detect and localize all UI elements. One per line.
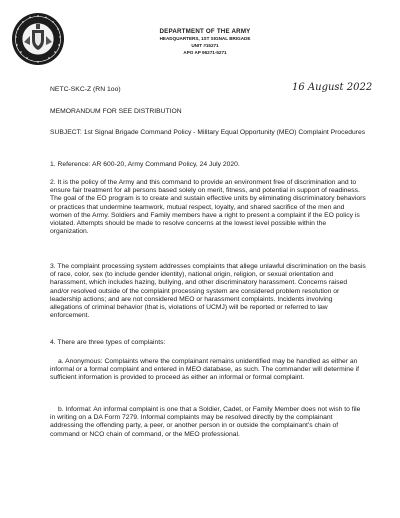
paragraph-3-complaint-system: 3. The complaint processing system addresses complaints that allege unlawful discrimination on the basis of race, color, sex (to include gender identity), national origin, religion, or sexual orientation and harassment, which includes hazing, bullying, and other discriminatory harassment. Concerns raised and/or resolved outside of the complaint processing system are considered problem resolution or leadership actions; and are not considered MEO or harassment complaints. Incidents involving allegations of criminal behavior (that is, violations of UCMJ) will be reported or referred to law enforcement. <box>50 263 366 320</box>
office-symbol: NETC-SKC-Z (RN 1oo) <box>50 86 121 93</box>
letterhead-line-apo: APO AP 96271-5271 <box>183 50 227 55</box>
paragraph-1-reference: 1. Reference: AR 600-20, Army Command Policy, 24 July 2020. <box>50 161 240 168</box>
letterhead <box>100 28 310 56</box>
letterhead-line-hq: HEADQUARTERS, 1ST SIGNAL BRIGADE <box>159 36 251 41</box>
army-seal-icon <box>11 12 65 66</box>
paragraph-2-policy: 2. It is the policy of the Army and this command to provide an environment free of discrimination and to ensure fair treatment for all persons based solely on merit, fitness, and potential in support of readiness. The goal of the EO program is to create and sustain effective units by eliminating discriminatory behaviors or practices that undermine teamwork, mutual respect, loyalty, and shared sacrifice of the men and women of the Army. Soldiers and Family members have a right to present a complaint if the EO policy is violated. Attempts should be made to resolve concerns at the lowest level possible within the organization. <box>50 179 366 236</box>
handwritten-date: 16 August 2022 <box>292 82 373 93</box>
letterhead-department: DEPARTMENT OF THE ARMY <box>159 28 251 35</box>
subject-line: SUBJECT: 1st Signal Brigade Command Policy - Military Equal Opportunity (MEO) Complaint Procedures <box>50 129 366 136</box>
paragraph-4-complaint-types: 4. There are three types of complaints: <box>50 339 166 346</box>
letterhead-line-unit: UNIT #15271 <box>191 43 219 48</box>
paragraph-4a-anonymous: a. Anonymous: Complaints where the complainant remains unidentified may be handled as either an informal or a formal complaint and entered in MEO database, as such. The commander will determine if sufficient information is provided to proceed as either an informal or formal complaint. <box>50 358 360 382</box>
paragraph-4b-informal: b. Informal: An informal complaint is one that a Soldier, Cadet, or Family Member does not wish to file in writing on a DA Form 7279. Informal complaints may be resolved directly by the complainant addressing the offending party, a peer, or another person in or outside the complainant's chain of command or NCO chain of command, or the MEO professional. <box>50 406 361 438</box>
memo-for-line: MEMORANDUM FOR SEE DISTRIBUTION <box>50 108 182 115</box>
